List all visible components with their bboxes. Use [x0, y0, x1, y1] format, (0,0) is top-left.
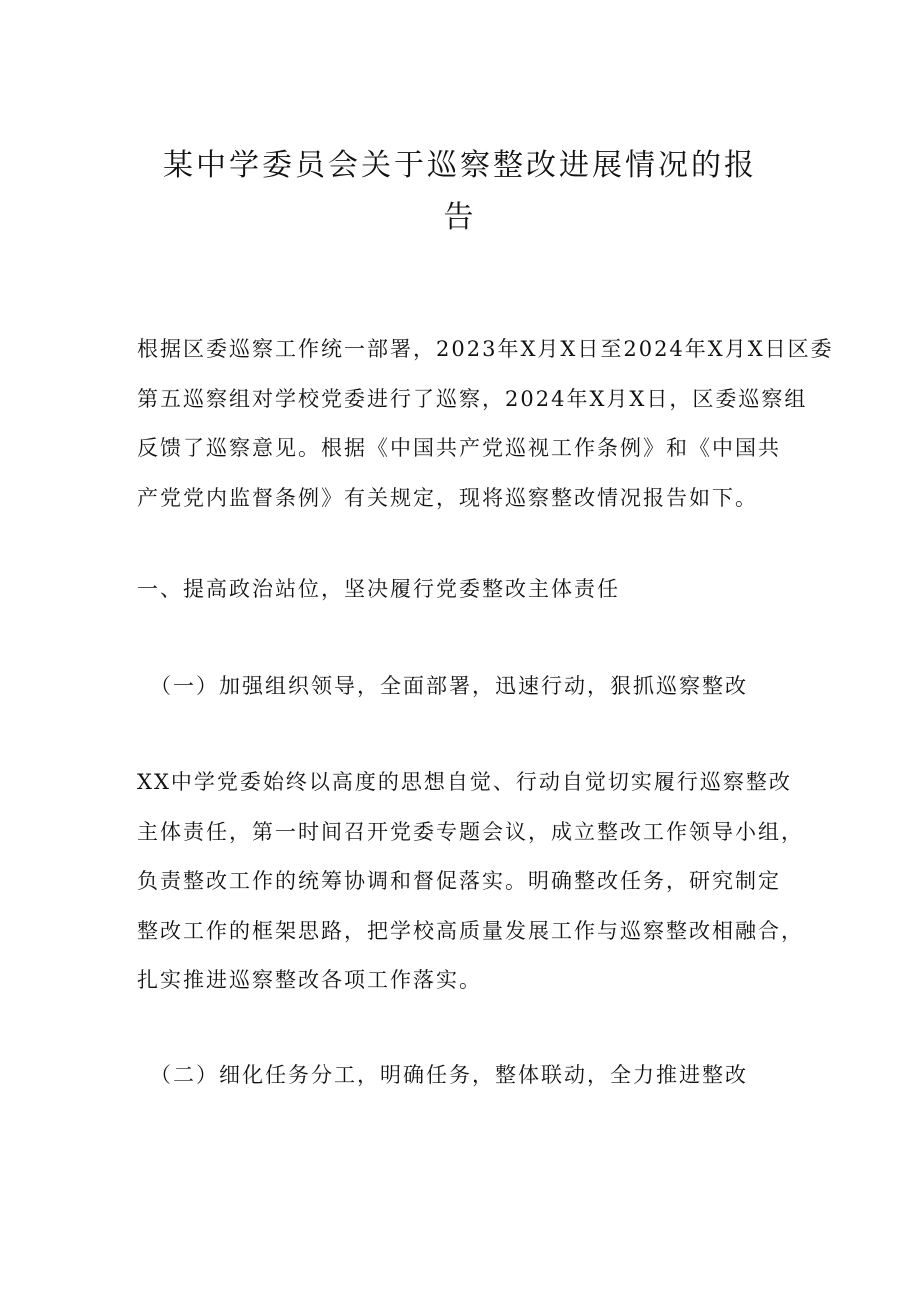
subsection-1-line-1: XX中学党委始终以高度的思想自觉、行动自觉切实履行巡察整改 — [137, 770, 792, 794]
title-line-1: 某中学委员会关于巡察整改进展情况的报 — [163, 148, 757, 183]
subsection-1-line-3: 负责整改工作的统筹协调和督促落实。明确整改任务，研究制定 — [137, 869, 781, 893]
title-line-2: 告 — [443, 200, 477, 235]
subsection-1-heading — [150, 662, 810, 712]
subsection-1-line-4: 整改工作的框架思路，把学校高质量发展工作与巡察整改相融合， — [137, 918, 804, 943]
subsection-1-paragraph — [137, 758, 804, 1006]
document-title — [140, 140, 780, 244]
intro-paragraph — [137, 325, 834, 523]
intro-line-1: 根据区委巡察工作统一部署，2023年X月X日至2024年X月X日区委 — [137, 337, 834, 361]
intro-line-3: 反馈了巡察意见。根据《中国共产党巡视工作条例》和《中国共 — [137, 436, 781, 460]
section-1-heading — [137, 565, 797, 615]
subsection-1-line-2: 主体责任，第一时间召开党委专题会议，成立整改工作领导小组， — [137, 819, 804, 844]
section-1-heading-text: 一、提高政治站位，坚决履行党委整改主体责任 — [137, 577, 620, 601]
subsection-1-heading-text: （一）加强组织领导，全面部署，迅速行动，狠抓巡察整改 — [150, 674, 748, 698]
subsection-1-line-5: 扎实推进巡察整改各项工作落实。 — [137, 968, 482, 992]
intro-line-2: 第五巡察组对学校党委进行了巡察，2024年X月X日，区委巡察组 — [137, 386, 808, 411]
intro-line-4: 产党党内监督条例》有关规定，现将巡察整改情况报告如下。 — [137, 485, 758, 510]
subsection-2-heading — [150, 1051, 810, 1101]
subsection-2-heading-text: （二）细化任务分工，明确任务，整体联动，全力推进整改 — [150, 1063, 748, 1087]
